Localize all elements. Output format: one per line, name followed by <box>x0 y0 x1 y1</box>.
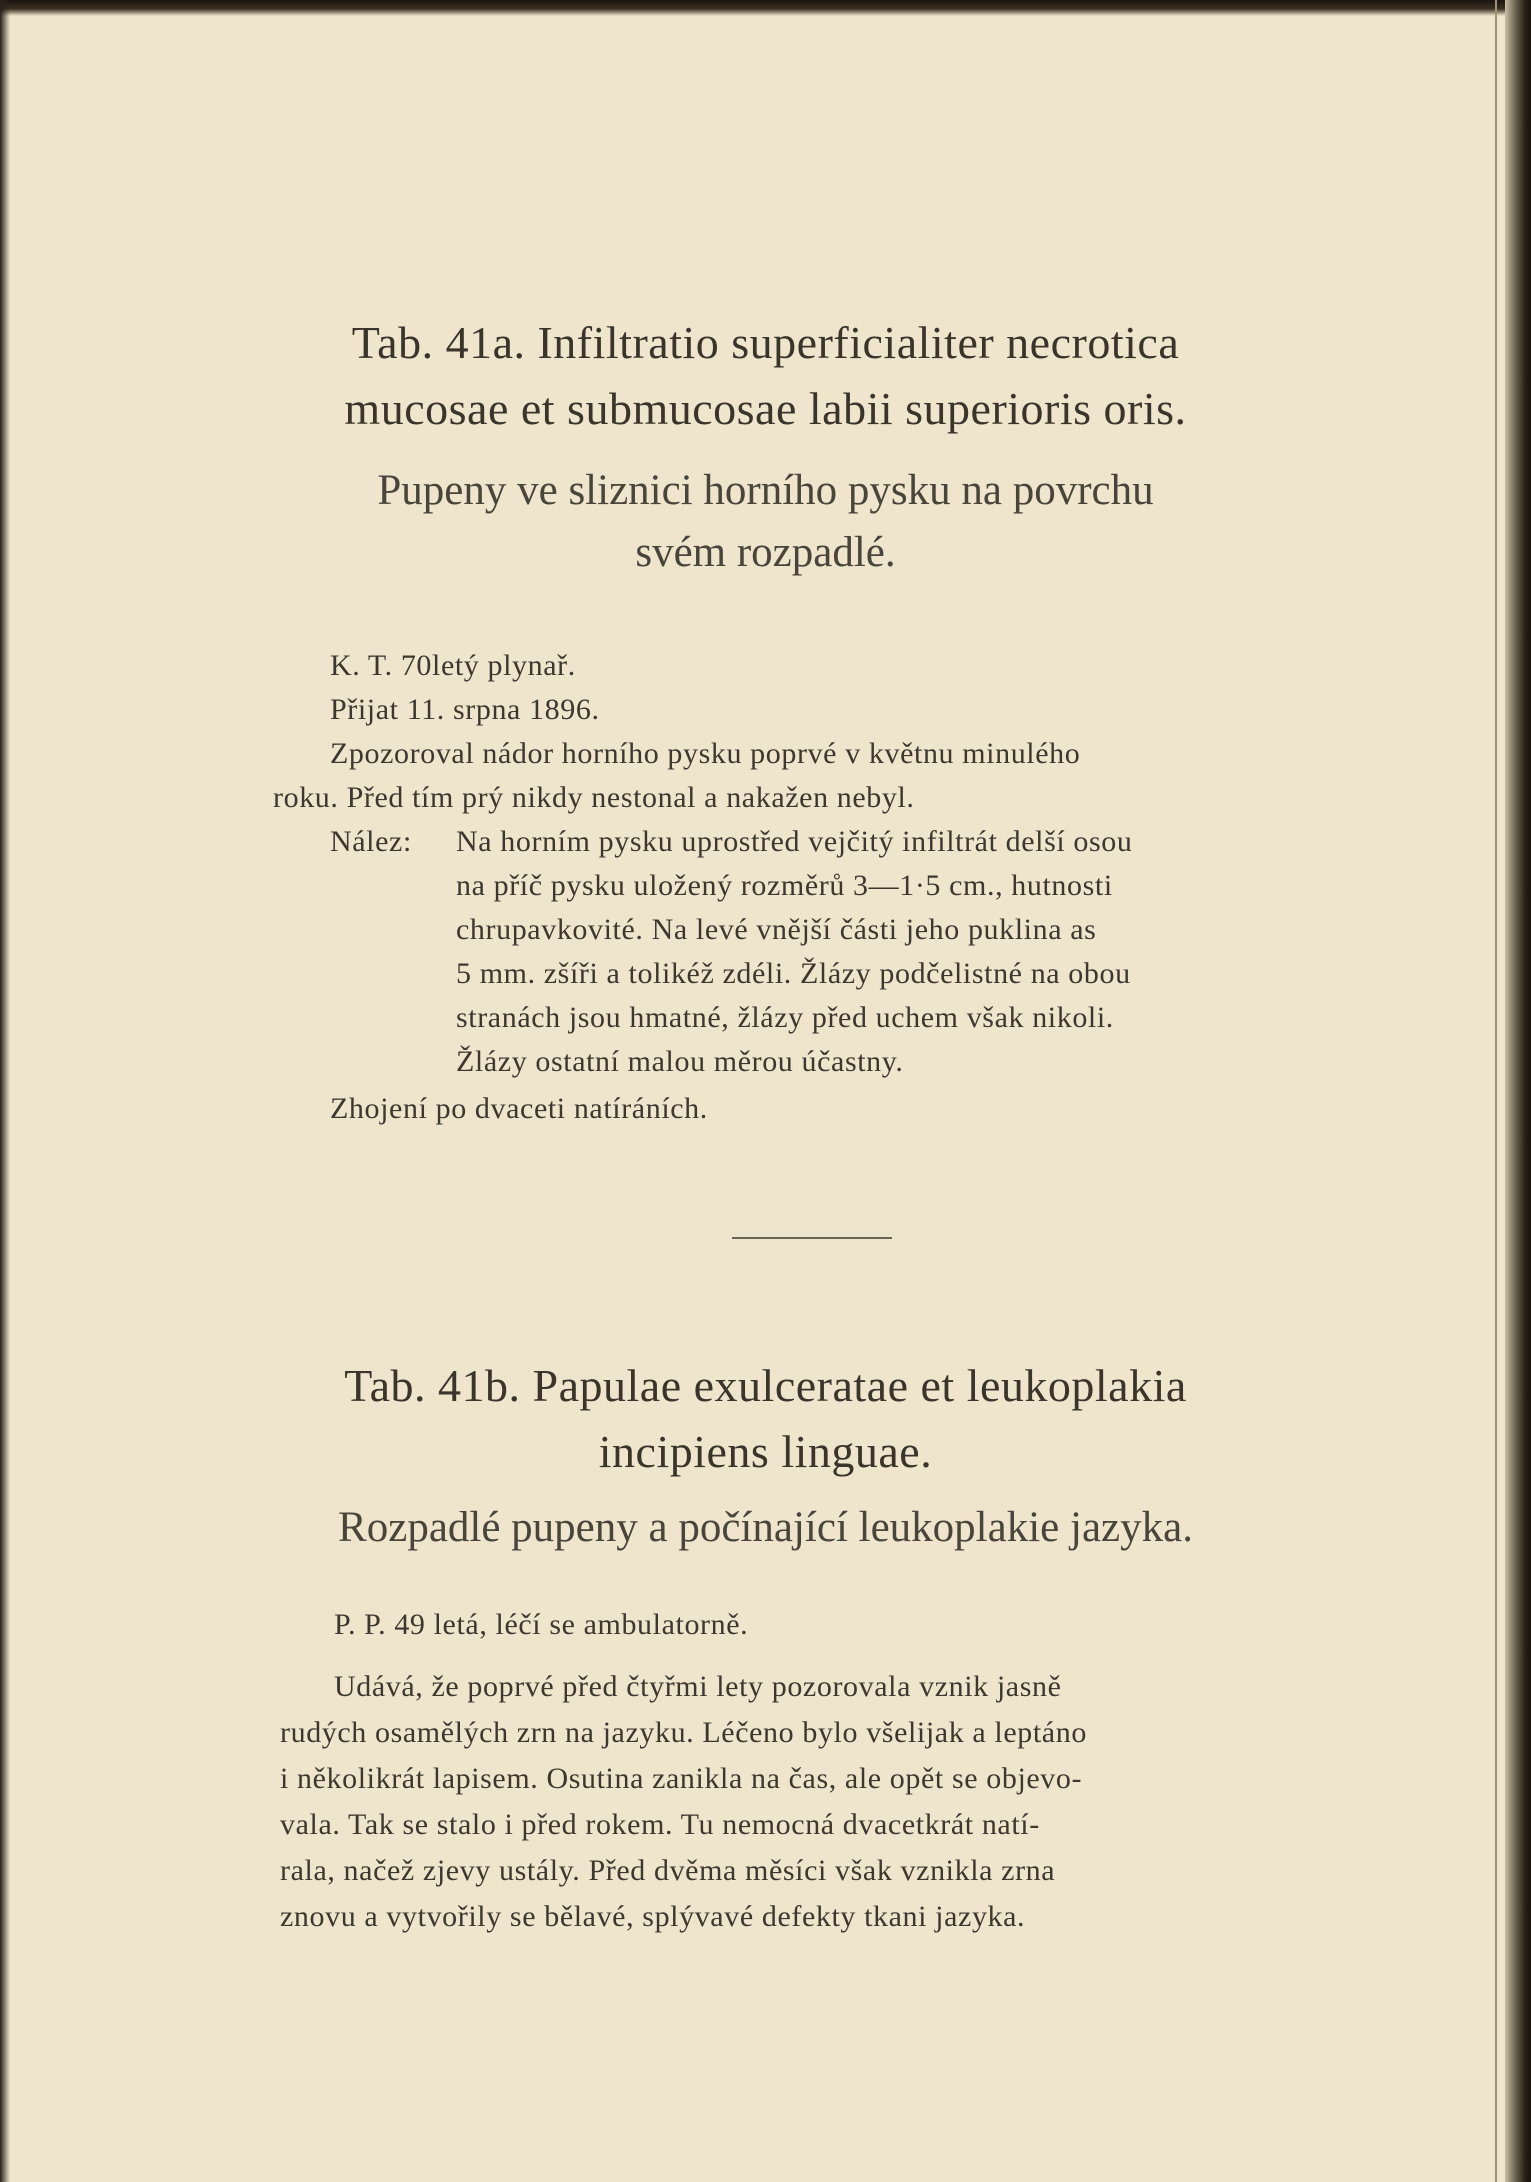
section-a-heading <box>0 310 1531 442</box>
section-a-finding-line1: Na horním pysku uprostřed vejčitý infiltrát delší osou <box>456 825 1133 858</box>
section-b-heading <box>0 1353 1531 1485</box>
section-b-body-line1: Udává, že poprvé před čtyřmi lety pozorovala vznik jasně <box>334 1670 1062 1703</box>
section-a-finding-line6: Žlázy ostatní malou měrou účastny. <box>456 1045 904 1078</box>
section-a-finding-line4: 5 mm. zšíři a tolikéž zdéli. Žlázy podčelistné na obou <box>456 957 1131 990</box>
section-a-heading-line1: Tab. 41a. Infiltratio superficialiter necrotica <box>351 317 1180 368</box>
section-b-body-line3: i několikrát lapisem. Osutina zanikla na čas, ale opět se objevo- <box>280 1762 1083 1795</box>
section-divider <box>732 1237 892 1239</box>
section-b-body-line4: vala. Tak se stalo i před rokem. Tu nemocná dvacetkrát natí- <box>280 1808 1040 1841</box>
section-a-patient: K. T. 70letý plynař. <box>330 649 576 682</box>
section-a-finding-label: Nález: <box>330 825 412 858</box>
section-a-subheading-line1: Pupeny ve sliznici horního pysku na povrchu <box>377 467 1154 514</box>
section-b-body-line2: rudých osamělých zrn na jazyku. Léčeno bylo všelijak a leptáno <box>280 1716 1087 1749</box>
section-a-history-line2: roku. Před tím prý nikdy nestonal a nakažen nebyl. <box>273 781 915 814</box>
section-a-admission: Přijat 11. srpna 1896. <box>330 693 600 726</box>
section-a-finding-line3: chrupavkovité. Na levé vnější části jeho puklina as <box>456 913 1097 946</box>
section-b-heading-line2: incipiens linguae. <box>598 1426 933 1477</box>
section-a-history-line1: Zpozoroval nádor horního pysku poprvé v květnu minulého <box>330 737 1081 770</box>
page-top-shadow <box>0 0 1531 16</box>
section-a-subheading <box>0 460 1531 584</box>
section-a-finding-line2: na příč pysku uložený rozměrů 3—1·5 cm., hutnosti <box>456 869 1113 902</box>
section-b-patient: P. P. 49 letá, léčí se ambulatorně. <box>334 1608 749 1641</box>
section-b-body-line5: rala, načež zjevy ustály. Před dvěma měsíci však vznikla zrna <box>280 1854 1056 1887</box>
section-b-heading-line1: Tab. 41b. Papulae exulceratae et leukoplakia <box>344 1360 1187 1411</box>
section-b-body-line6: znovu a vytvořily se bělavé, splývavé defekty tkani jazyka. <box>280 1900 1026 1933</box>
section-a-outcome: Zhojení po dvaceti natíráních. <box>330 1092 708 1125</box>
section-a-subheading-line2: svém rozpadlé. <box>635 529 896 576</box>
section-a-finding-line5: stranách jsou hmatné, žlázy před uchem však nikoli. <box>456 1001 1114 1034</box>
section-b-subheading: Rozpadlé pupeny a počínající leukoplakie jazyka. <box>338 1504 1193 1551</box>
section-a-heading-line2: mucosae et submucosae labii superioris oris. <box>344 383 1187 434</box>
